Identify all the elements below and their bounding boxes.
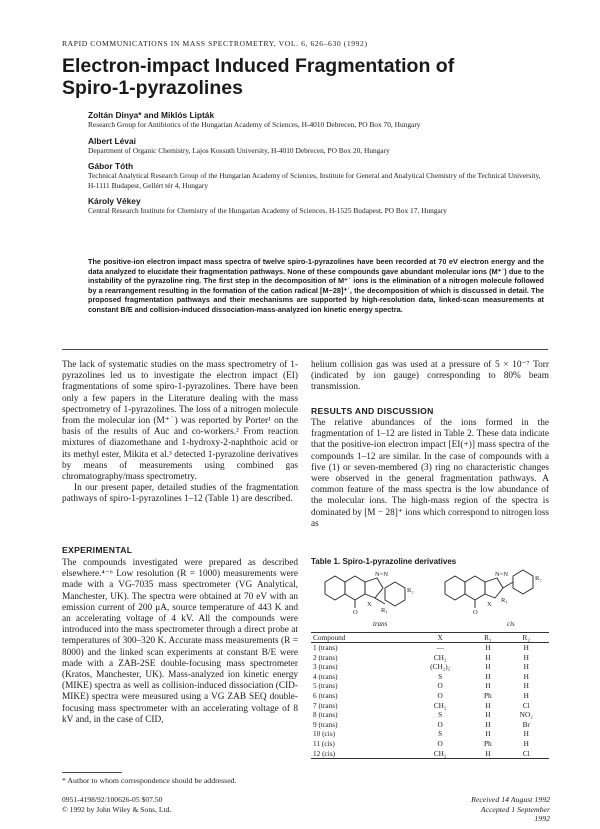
cis-label: cis	[507, 620, 515, 628]
table-cell: 10 (cis)	[313, 729, 336, 739]
table-cell: H	[472, 749, 503, 759]
table-row	[311, 710, 549, 720]
table-cell: 1 (trans)	[313, 643, 338, 652]
trans-label: trans	[373, 620, 388, 628]
author-affiliation: Technical Analytical Research Group of the Hungarian Academy of Sciences, Institute for General and Analytical Chemistry of the Technical University, H-1111 Budapest, Gellért tér 4, Hungary	[88, 171, 541, 190]
phenyl-ring-right	[513, 570, 533, 594]
structure-figure	[311, 568, 549, 630]
table-cell: 8 (trans)	[313, 710, 338, 720]
author-name: Zoltán Dinya* and Miklós Lipták	[88, 110, 215, 120]
table-row	[311, 701, 549, 711]
section-divider	[62, 349, 548, 350]
table-cell: H	[523, 652, 529, 662]
svg-text:O: O	[473, 609, 478, 616]
author-name: Károly Vékey	[88, 196, 141, 206]
table-cell: CH₂	[408, 749, 472, 759]
table-cell: 7 (trans)	[313, 700, 338, 710]
footnote-divider	[62, 772, 122, 773]
author-affiliation: Central Research Institute for Chemistry of the Hungarian Academy of Sciences, H-1525 Budapest, PO Box 17, Hungary	[88, 206, 447, 215]
table-cell: S	[438, 671, 443, 681]
table-cell: 9 (trans)	[313, 719, 338, 729]
col-header-r2: R₂	[503, 633, 549, 643]
col-header-x: X	[408, 633, 472, 643]
svg-text:R₁: R₁	[381, 607, 388, 614]
table-row	[311, 691, 549, 701]
table-cell: 5 (trans)	[313, 681, 338, 691]
table-row	[311, 681, 549, 691]
table-cell: O	[437, 690, 443, 700]
table-cell: 11 (cis)	[313, 738, 335, 748]
table-cell: Br	[522, 719, 530, 729]
table-cell: 2 (trans)	[313, 652, 338, 662]
results-text: The relative abundances of the ions formed in the fragmentation of 1–12 are listed in Table 2. These data indicate that the positive-ion electron impact [EI(+)] mass spectra of the compounds 1–12 are similar. In the case of compounds with a five (1) or seven-membered (3) ring no characteristic changes were observed in the general fragmentation pathways. A common feature of the mass spectra is the low abundance of the molecular ions. The high-mass region of the spectra is dominated by [M − 28]⁺ ions which correspond to nitrogen loss as	[311, 418, 549, 529]
table-cell: H	[485, 681, 491, 691]
experimental-continued-text: helium collision gas was used at a pressure of 5 × 10⁻⁷ Torr (indicated by ion gauge) corresponding to 80% beam transmission.	[311, 360, 549, 393]
author-affiliation: Research Group for Antibiotics of the Hungarian Academy of Sciences, H-4010 Debrecen, PO Box 70, Hungary	[88, 120, 421, 129]
table-row	[311, 653, 549, 663]
table-cell: (CH₂)₂	[430, 662, 451, 672]
table-cell: H	[523, 738, 529, 748]
table-row	[311, 643, 549, 653]
svg-text:X: X	[367, 601, 372, 608]
author-affiliation: Department of Organic Chemistry, Lajos Kossuth University, H-4010 Debrecen, PO Box 20, Hungary	[88, 145, 390, 155]
table-cell: O	[437, 719, 443, 729]
table-cell: H	[485, 729, 491, 739]
document-id	[62, 795, 171, 814]
table-cell: H	[485, 719, 491, 729]
author-block	[88, 136, 548, 156]
results-heading: RESULTS AND DISCUSSION	[311, 406, 434, 416]
table-cell: CH₂	[433, 700, 447, 710]
table-cell: NO₂	[519, 710, 533, 720]
table-cell: H	[523, 643, 529, 652]
compound-table	[311, 632, 549, 759]
table-cell: 4 (trans)	[313, 671, 338, 681]
experimental-continued	[311, 360, 549, 394]
svg-text:R₁: R₁	[501, 597, 508, 604]
table-row	[311, 749, 549, 759]
author-block	[88, 196, 548, 216]
table-cell: O	[437, 738, 443, 748]
table-row	[311, 729, 549, 739]
intro-paragraph: In our present paper, detailed studies of the fragmentation pathways of spiro-1-pyrazolines 1–12 (Table 1) are described.	[62, 483, 298, 505]
fused-ring-left	[345, 576, 365, 600]
table-cell: H	[523, 729, 529, 739]
svg-text:N=N: N=N	[495, 571, 509, 578]
table-cell: H	[485, 643, 491, 652]
table-header-row	[311, 633, 549, 643]
svg-text:O: O	[353, 609, 358, 616]
abstract: The positive-ion electron impact mass spectra of twelve spiro-1-pyrazolines have been recorded at 70 eV electron energy and the data analyzed to elucidate their fragmentation pathways. None of these compounds gave abundant molecular ions (M⁺˙) due to the instability of the pyrazoline ring. The first step in the decomposition of M⁺˙ ions is the elimination of a nitrogen molecule followed by a rearrangement resulting in the formation of the cation radical [M−28]⁺˙, the decomposition of which is discussed in detail. The proposed fragmentation pathways and their mechanisms are supported by high-resolution data, linked-scan measurements at constant B/E and collision-induced dissociation-mass-analyzed ion kinetic energy spectra.	[88, 257, 544, 314]
received-date: Received 14 August 1992	[471, 795, 550, 804]
benzene-ring-left	[325, 576, 345, 600]
table-cell: 3 (trans)	[313, 662, 338, 672]
table-cell: H	[485, 700, 491, 710]
author-name: Albert Lévai	[88, 135, 136, 146]
table-row	[311, 672, 549, 682]
table-cell: O	[437, 681, 443, 691]
col-header-compound: Compound	[311, 633, 408, 643]
phenyl-ring-left	[385, 582, 405, 606]
author-name: Gábor Tóth	[88, 161, 134, 171]
table-cell: H	[523, 690, 529, 700]
col-header-r1: R₁	[472, 633, 503, 643]
author-block	[88, 161, 548, 190]
svg-text:X: X	[487, 601, 492, 608]
table-cell: H	[523, 681, 529, 691]
experimental-heading: EXPERIMENTAL	[62, 545, 133, 555]
footnote: * Author to whom correspondence should be addressed.	[62, 776, 237, 785]
table-cell: H	[485, 710, 491, 720]
table-cell: H	[485, 662, 491, 672]
paper-title: Electron-impact Induced Fragmentation of Spiro-1-pyrazolines	[62, 55, 455, 99]
table-cell: Cl	[522, 700, 530, 710]
author-block	[88, 110, 548, 130]
table-cell: Cl	[503, 749, 549, 759]
intro-paragraph: The lack of systematic studies on the mass spectrometry of 1-pyrazolines led us to investigate the electron impact (EI) fragmentations of some spiro-1-pyrazolines. There have been only a few papers in the Literature dealing with the mass spectrometry of 1-pyrazolines. The loss of a nitrogen molecule from the molecular ion (M⁺˙) was reported by Porter¹ on the basis of the results of Auc and co-workers.² From reaction mixtures of diazomethane and 1-hydroxy-2-naphthoic acid or its methyl ester, Mikita et al.³ detected 1-pyrazoline derivatives by means of measurements using combined gas chromatography/mass spectrometry.	[62, 360, 298, 483]
pyrazoline-ring-left	[365, 578, 383, 598]
svg-text:R₂: R₂	[407, 587, 414, 594]
table-cell: H	[485, 652, 491, 662]
table-cell: H	[523, 662, 529, 672]
table-row	[311, 739, 549, 749]
fused-ring-right	[465, 576, 485, 600]
table-cell: 12 (cis)	[311, 749, 408, 759]
table-cell: S	[438, 729, 443, 739]
table-cell: CH₂	[433, 652, 447, 662]
table-cell: S	[438, 710, 443, 720]
table-cell: Ph	[483, 690, 492, 700]
svg-text:R₂: R₂	[535, 575, 542, 582]
benzene-ring-right	[445, 576, 465, 600]
table-row	[311, 662, 549, 672]
svg-text:N=N: N=N	[375, 571, 389, 578]
experimental-text: The compounds investigated were prepared as described elsewhere.⁴⁻⁶ Low resolution (R = 1000) measurements were made with a VG-7035 mass spectrometer (VG Analytical, Manchester, UK). The spectra were obtained at 70 eV with an emission current of 200 μA, source temperature of 443 K and an accelerating voltage of 4 kV. All the compounds were introduced into the mass spectrometer through a direct probe at temperatures of 300–320 K. Accurate mass measurements (R = 8000) and the linked scan experiments at constant B/E were made with a ZAB-2SE double-focusing mass spectrometer (Kratos, Manchester, UK). Mass-analyzed ion kinetic energy (MIKE) spectra as well as collision-induced dissociation (CID-MIKE) spectra were measured using a VG ZAB SEQ double-focusing mass spectrometer with an accelerating voltage of 8 kV and, in the case of CID,	[62, 558, 298, 725]
table-caption	[311, 557, 456, 566]
introduction	[62, 360, 298, 506]
table-caption-text: Spiro-1-pyrazoline derivatives	[342, 557, 457, 566]
accepted-date: Accepted 1 September 1992	[480, 804, 550, 824]
table-cell: 6 (trans)	[313, 690, 338, 700]
issn-code: 0951-4198/92/100626-05 $07.50	[62, 795, 163, 804]
table-caption-label: Table 1.	[311, 557, 341, 566]
table-cell: —	[436, 643, 444, 652]
table-cell: H	[485, 671, 491, 681]
copyright: © 1992 by John Wiley & Sons, Ltd.	[62, 804, 172, 814]
table-row	[311, 720, 549, 730]
running-head: RAPID COMMUNICATIONS IN MASS SPECTROMETRY, VOL. 6, 626–630 (1992)	[62, 39, 368, 48]
table-cell: H	[523, 671, 529, 681]
author-list	[88, 110, 548, 222]
table-cell: Ph	[483, 738, 492, 748]
pyrazoline-ring-right	[485, 578, 503, 598]
dates	[470, 795, 550, 824]
